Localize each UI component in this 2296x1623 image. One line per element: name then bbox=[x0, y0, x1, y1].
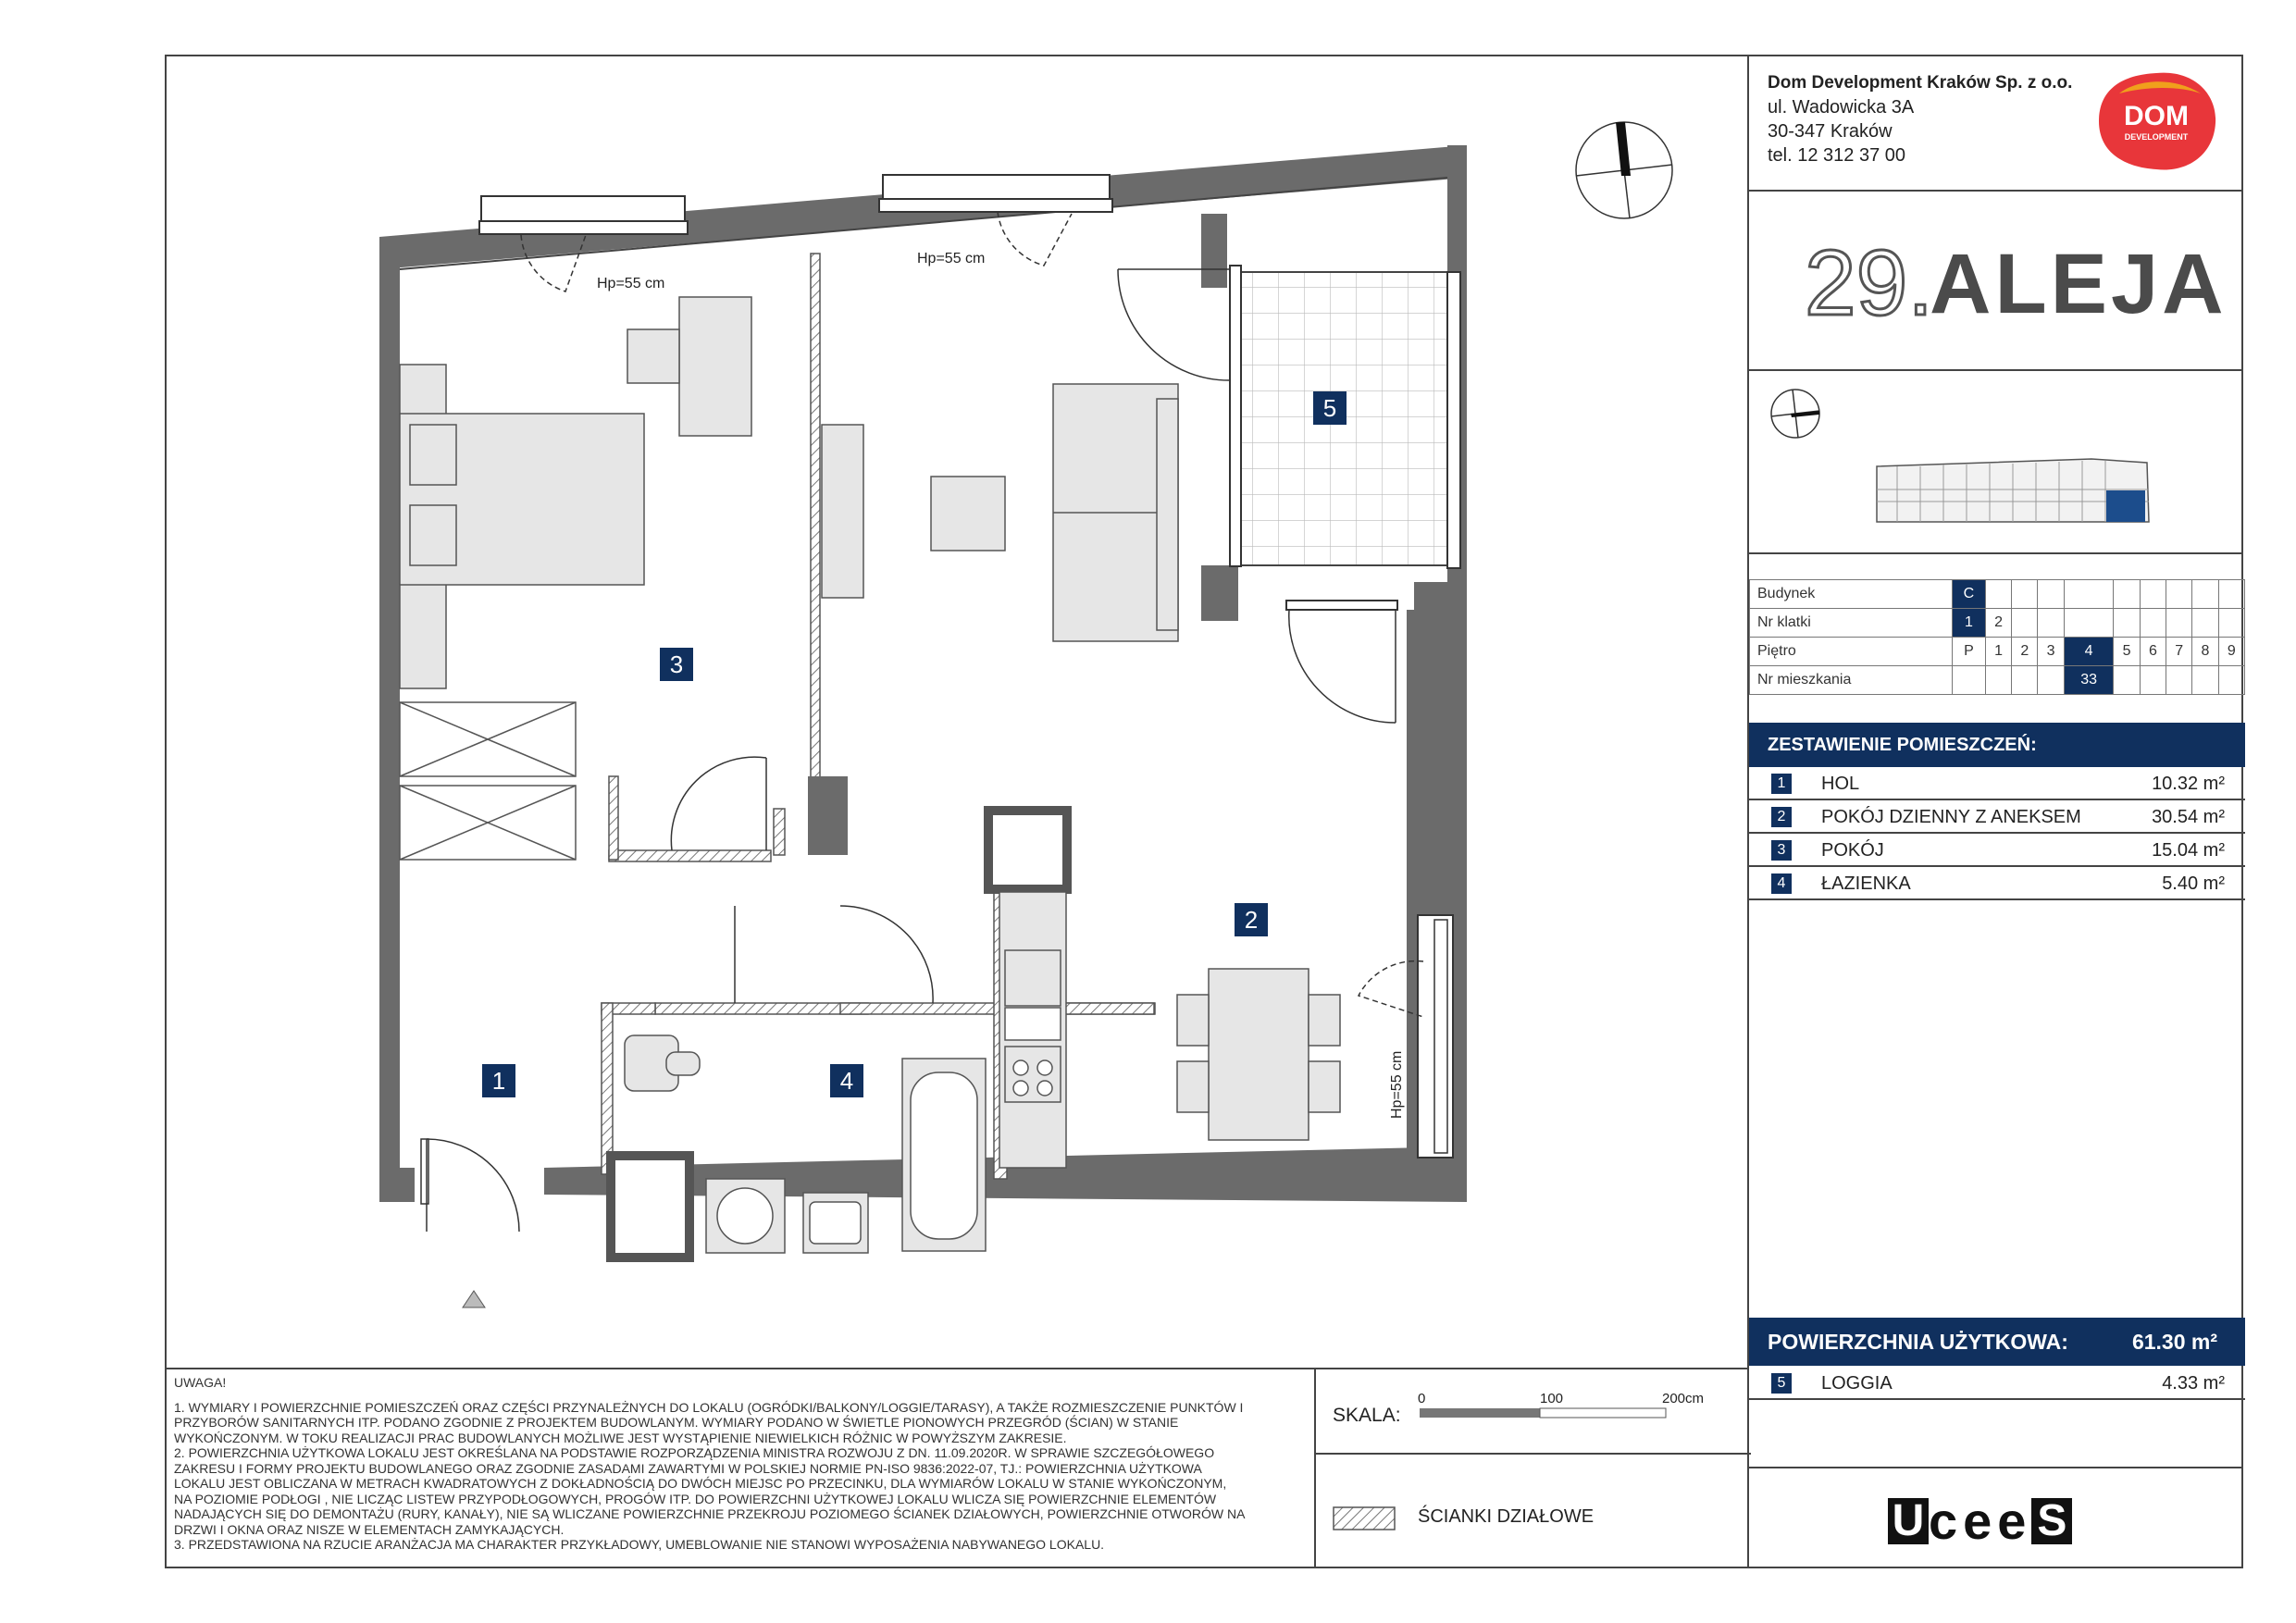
notes-line: 3. PRZEDSTAWIONA NA RZUCIE ARANŻACJA MA CHARAKTER PRZYKŁADOWY, UMEBLOWANIE NIE STANOWI WYPOSAŻENIA NABYWANEGO LOKALU. bbox=[174, 1537, 1105, 1552]
floor-value: 5 bbox=[2114, 638, 2140, 666]
notes-line: 2. POWIERZCHNIA UŻYTKOWA LOKALU JEST OKREŚLANA NA PODSTAWIE ROZPORZĄDZENIA MINISTRA ROZWOJU Z DN. 11.09.2020R. W SPRAWIE SZCZEGÓŁOWEGO bbox=[174, 1445, 1215, 1460]
ucees-logo bbox=[1888, 1492, 2072, 1550]
floor-value: 2 bbox=[2012, 638, 2038, 666]
ucees-logo-letters: cee bbox=[1929, 1492, 2032, 1550]
project-title-word: ALEJA bbox=[1930, 237, 2228, 331]
scale-label: SKALA: bbox=[1333, 1405, 1401, 1426]
location-table bbox=[1749, 579, 2245, 695]
apartment-label: Nr mieszkania bbox=[1750, 666, 1953, 695]
window-right bbox=[1359, 915, 1453, 1158]
notes-line: NADAJĄCYCH SIĘ DO DEMONTAŻU (RURY, KANAŁY), NIE SĄ WLICZANE POWIERZCHNIE PRZEKROJU POZIOMEGO ŚCIANEK DZIAŁOWYCH, POWIERZCHNIE OTWORÓW NA bbox=[174, 1506, 1246, 1521]
stair-label: Nr klatki bbox=[1750, 609, 1953, 638]
compass-icon bbox=[1576, 122, 1672, 218]
floor-value: 7 bbox=[2166, 638, 2192, 666]
ucees-logo-letter-s: S bbox=[2031, 1498, 2072, 1544]
notes-line: 1. WYMIARY I POWIERZCHNIE POMIESZCZEŃ ORAZ CZĘŚCI PRZYNALEŻNYCH DO LOKALU (OGRÓDKI/BALKONY/LOGGIE/TARASY), A TAKŻE ROZMIESZCZENIE PUNKTÓW I bbox=[174, 1399, 1244, 1415]
floor-value: 8 bbox=[2192, 638, 2218, 666]
notes-line: ZAKRESU I FORMY PROJEKTU BUDOWLANEGO ORAZ ZGODNIE ZASADAMI ZAWARTYMI W POLSKIEJ NORMIE PN-ISO 9836:2022-07, TJ.: POWIERZCHNIA UŻYTKOWA bbox=[174, 1460, 1202, 1476]
company-info bbox=[1768, 71, 2072, 167]
stair-value-2: 2 bbox=[1985, 609, 2011, 638]
company-city: 30-347 Kraków bbox=[1768, 121, 1893, 142]
room-row bbox=[1749, 800, 2245, 834]
room-name: POKÓJ bbox=[1821, 840, 1884, 861]
building-row bbox=[1750, 580, 2245, 609]
loggia-row bbox=[1749, 1367, 2245, 1400]
window-label-1: Hp=55 cm bbox=[597, 276, 665, 291]
notes-line: WYKOŃCZONYM. W TOKU REALIZACJI PRAC BUDOWLANYCH MOŻLIWE JEST WYSTĄPIENIE NIEWIELKICH RÓŻNIC W POWYŻSZYM ZAKRESIE. bbox=[174, 1430, 1067, 1445]
usable-area-value: 61.30 m² bbox=[2131, 1330, 2217, 1354]
bathroom-fixtures bbox=[611, 1035, 986, 1258]
notes-line: PRZYBORÓW SANITARNYCH ITP. PODANO ZGODNIE Z PROJEKTEM BUDOWLANYM. WYMIARY PODANO W ŚWIETLE PIONOWYCH PRZEGRÓD (ŚCIAN) W STANIE bbox=[174, 1415, 1179, 1430]
building-site-plan bbox=[1869, 439, 2156, 531]
room-row bbox=[1749, 867, 2245, 900]
room-marker-1: 1 bbox=[482, 1064, 515, 1097]
site-compass-icon bbox=[1768, 386, 1823, 441]
floor-plan bbox=[165, 55, 1749, 1369]
dom-development-logo bbox=[2091, 66, 2221, 177]
room-name: ŁAZIENKA bbox=[1821, 873, 1911, 894]
floor-value: 6 bbox=[2140, 638, 2166, 666]
room-number: 4 bbox=[1771, 873, 1792, 894]
floor-value: 3 bbox=[2038, 638, 2064, 666]
building-label: Budynek bbox=[1750, 580, 1953, 609]
building-value: C bbox=[1953, 580, 1986, 609]
scale-tick-100: 100 bbox=[1540, 1391, 1564, 1406]
loggia-number: 5 bbox=[1771, 1373, 1792, 1394]
usable-area-bar bbox=[1749, 1318, 2245, 1366]
project-title-num: 29. bbox=[1805, 231, 1934, 335]
notes-line: DRZWI I OKNA ORAZ NISZE W ELEMENTACH ZAMYKAJĄCYCH. bbox=[174, 1521, 565, 1537]
company-phone: tel. 12 312 37 00 bbox=[1768, 145, 1906, 166]
kitchen-unit bbox=[999, 892, 1066, 1168]
loggia-name: LOGGIA bbox=[1821, 1373, 1893, 1394]
logo-text-development: DEVELOPMENT bbox=[2124, 132, 2189, 142]
legend-partition-walls: ŚCIANKI DZIAŁOWE bbox=[1418, 1506, 1595, 1527]
scale-tick-0: 0 bbox=[1418, 1391, 1426, 1406]
room-number: 2 bbox=[1771, 807, 1792, 827]
room-area: 10.32 m² bbox=[2152, 774, 2225, 794]
notes-line: NA POZIOMIE PODŁOGI , NIE LICZĄC LISTEW PRZYPODŁOGOWYCH, PROGÓW ITP. DO POWIERZCHNI UŻYTKOWEJ LOKALU WLICZA SIĘ POWIERZCHNIE ELEMENTÓW bbox=[174, 1491, 1217, 1506]
stair-value-1: 1 bbox=[1953, 609, 1986, 638]
usable-area-label: POWIERZCHNIA UŻYTKOWA: bbox=[1768, 1330, 2068, 1354]
hall-entrance-door bbox=[421, 1139, 519, 1232]
loggia-area: 4.33 m² bbox=[2162, 1373, 2225, 1394]
scale-tick-200: 200cm bbox=[1662, 1391, 1705, 1406]
company-street: ul. Wadowicka 3A bbox=[1768, 97, 1915, 118]
stair-row bbox=[1750, 609, 2245, 638]
notes bbox=[174, 1375, 1303, 1553]
floor-label: Piętro bbox=[1750, 638, 1953, 666]
project-logo bbox=[1805, 230, 2228, 341]
floor-row bbox=[1750, 638, 2245, 666]
room-area: 15.04 m² bbox=[2152, 840, 2225, 861]
room-name: POKÓJ DZIENNY Z ANEKSEM bbox=[1821, 807, 2081, 827]
company-name: Dom Development Kraków Sp. z o.o. bbox=[1768, 73, 2073, 93]
room-row bbox=[1749, 834, 2245, 867]
floor-value: 9 bbox=[2218, 638, 2244, 666]
room-marker-2: 2 bbox=[1235, 903, 1268, 936]
floor-value: P bbox=[1953, 638, 1986, 666]
room-number: 3 bbox=[1771, 840, 1792, 861]
room-marker-4: 4 bbox=[830, 1064, 863, 1097]
notes-line: LOKALU JEST OBLICZANA W METRACH KWADRATOWYCH Z DOKŁADNOŚCIĄ DO DWÓCH MIEJSC PO PRZECINKU, DLA WYMIARÓW LOKALU W STANIE WYKOŃCZONYM, bbox=[174, 1476, 1227, 1491]
notes-heading: UWAGA! bbox=[174, 1375, 227, 1390]
rooms-header: ZESTAWIENIE POMIESZCZEŃ: bbox=[1749, 723, 2245, 767]
room-area: 5.40 m² bbox=[2162, 873, 2225, 894]
info-panel bbox=[1747, 55, 2243, 1568]
bedroom-furniture bbox=[400, 297, 751, 860]
logo-text-dom: DOM bbox=[2124, 101, 2189, 131]
window-label-2: Hp=55 cm bbox=[917, 251, 986, 266]
room-marker-3: 3 bbox=[660, 648, 693, 681]
room-marker-5: 5 bbox=[1313, 391, 1347, 425]
floor-value: 1 bbox=[1985, 638, 2011, 666]
apartment-value: 33 bbox=[2064, 666, 2114, 695]
room-number: 1 bbox=[1771, 774, 1792, 794]
room-area: 30.54 m² bbox=[2152, 807, 2225, 827]
apartment-row bbox=[1750, 666, 2245, 695]
floor-value-selected: 4 bbox=[2064, 638, 2114, 666]
entrance-arrow-icon bbox=[463, 1291, 485, 1307]
ucees-logo-letter-u: U bbox=[1888, 1498, 1929, 1544]
window-label-3: Hp=55 cm bbox=[1389, 1050, 1405, 1119]
scale-bar bbox=[1418, 1386, 1723, 1432]
hatch-icon bbox=[1333, 1506, 1397, 1532]
room-name: HOL bbox=[1821, 774, 1860, 794]
scale-legend-box bbox=[1314, 1368, 1751, 1567]
room-row bbox=[1749, 767, 2245, 800]
